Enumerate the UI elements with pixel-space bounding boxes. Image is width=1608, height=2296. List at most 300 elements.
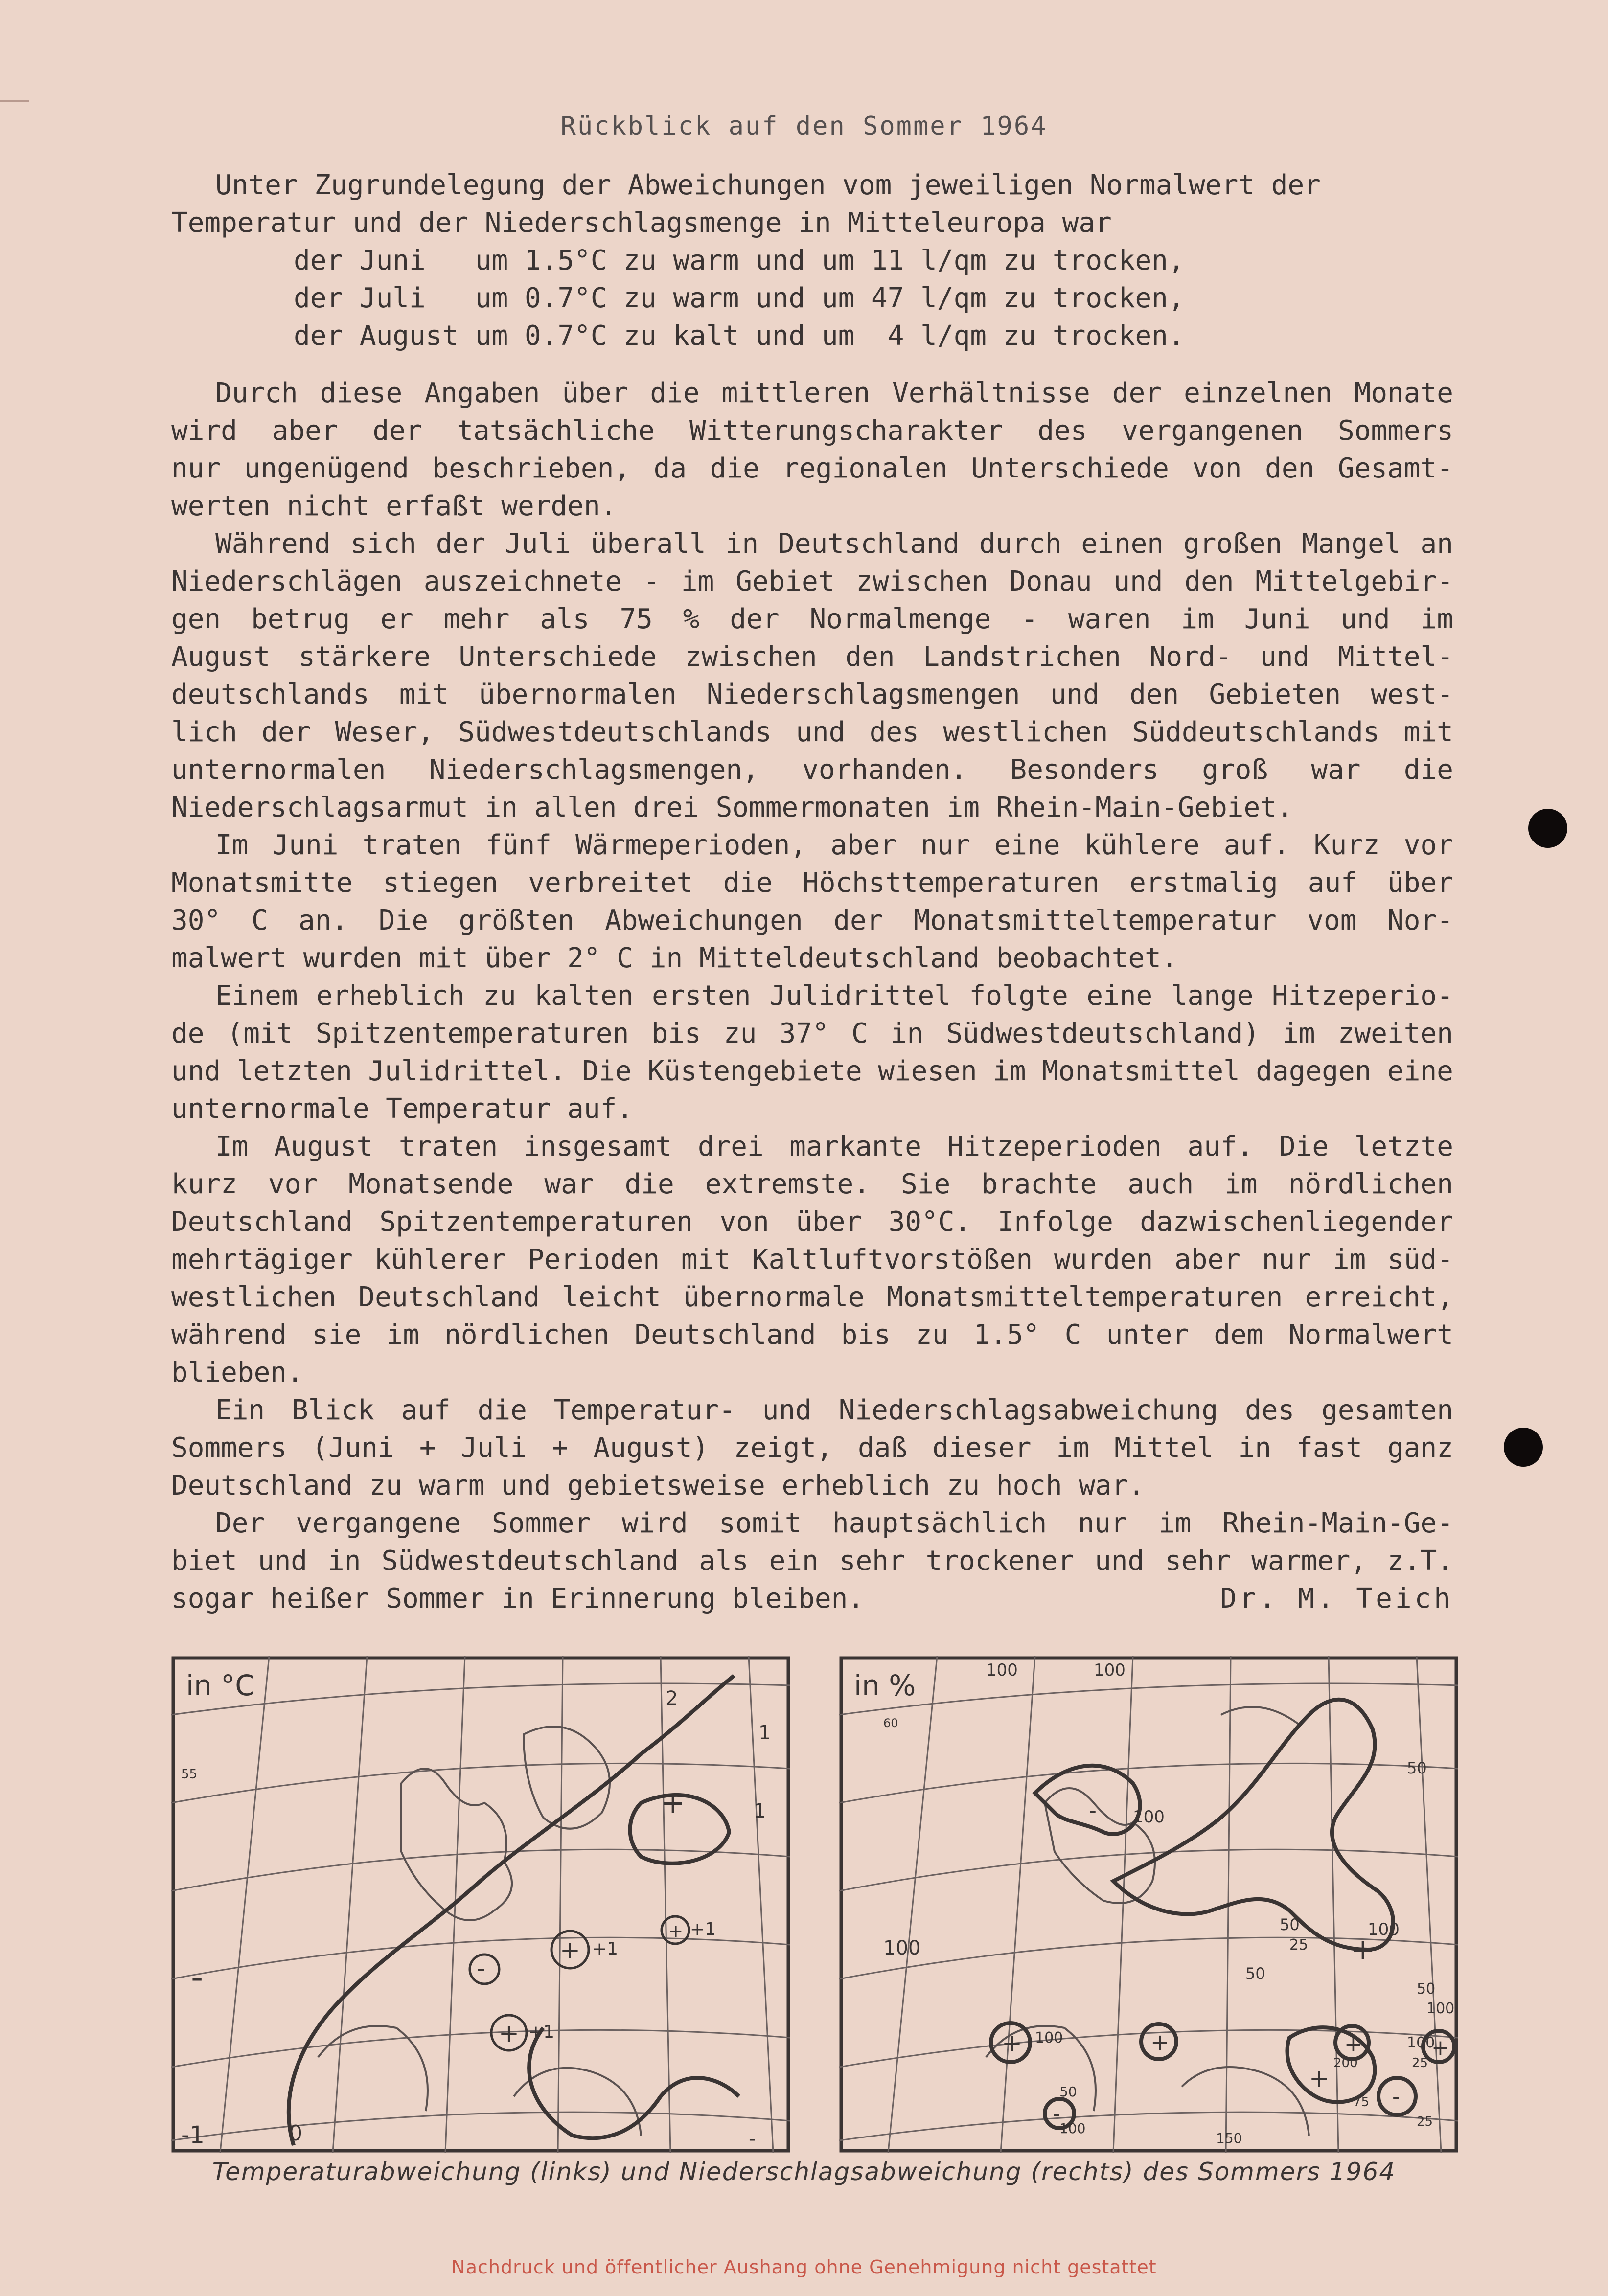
word: Südwestdeutschland) — [946, 1018, 1260, 1049]
word: Weser, — [335, 716, 434, 748]
word: Kaltluftvorstößen — [752, 1244, 1033, 1275]
text-line — [171, 902, 1453, 939]
word: zu — [916, 1319, 949, 1351]
word: der — [436, 528, 485, 560]
word: z.T. — [1387, 1545, 1453, 1577]
word: daß — [857, 1432, 908, 1464]
word: westlichen — [171, 1281, 337, 1313]
text-line — [171, 977, 1453, 1015]
word: hauptsächlich — [832, 1507, 1047, 1539]
word: den — [1129, 679, 1179, 710]
intro-line — [171, 204, 1453, 242]
word: Höchsttemperaturen — [803, 867, 1100, 899]
word: überall — [590, 528, 706, 560]
precipitation-map-svg — [839, 1656, 1458, 2153]
word: kühlere — [1084, 829, 1200, 861]
word: als — [540, 603, 590, 635]
text-line — [171, 412, 1453, 450]
word: Niederschlägen — [171, 566, 403, 597]
word: im — [681, 566, 714, 597]
word: Küstengebiete — [647, 1055, 862, 1087]
word: C — [251, 905, 268, 936]
word: größten — [459, 905, 574, 936]
word: leicht — [562, 1281, 661, 1313]
word: nur — [171, 453, 221, 484]
isoline-label: 100 — [1368, 1920, 1400, 1939]
word: auf — [1308, 867, 1357, 899]
word: Juni — [1244, 603, 1310, 635]
anomaly-sign: + — [1002, 2029, 1022, 2057]
anomaly-sign: - — [477, 1954, 486, 1982]
anomaly-sign: + — [1309, 2064, 1330, 2092]
word: mehr — [443, 603, 510, 635]
word: einzelnen — [1184, 377, 1332, 409]
word: unternormalen — [171, 754, 386, 786]
word: als — [699, 1545, 749, 1577]
word: erstmalig — [1129, 867, 1278, 899]
text-line — [171, 600, 1453, 638]
isoline-label: 25 — [1412, 2056, 1428, 2070]
word: und — [257, 1545, 308, 1577]
word: die — [723, 867, 773, 899]
word: Im — [215, 1131, 249, 1162]
word: Monate — [1354, 377, 1453, 409]
word: auf. — [1187, 1131, 1254, 1162]
word: Hitzeperioden — [947, 1131, 1162, 1162]
word: de — [171, 1018, 205, 1049]
word: Monatsmitte — [171, 867, 353, 899]
word: in — [1238, 1432, 1272, 1464]
word: Rhein-Main-Ge- — [1222, 1507, 1453, 1539]
word: aber — [830, 829, 897, 861]
word: Die — [378, 905, 428, 936]
word: Deutschland — [171, 1206, 353, 1238]
temperature-anomaly-map — [171, 1656, 790, 2153]
isoline-label: 25 — [1289, 1936, 1309, 1954]
isoline-label: 75 — [1353, 2095, 1370, 2110]
text-line — [171, 1241, 1453, 1278]
word: Monatsmittel — [1042, 1055, 1240, 1087]
anomaly-sign: + — [668, 1921, 684, 1941]
word: auf — [401, 1394, 451, 1426]
word: zwischen — [856, 566, 988, 597]
word: mit — [1403, 716, 1453, 748]
text-line — [171, 1052, 1453, 1090]
word: beschrieben, — [432, 453, 631, 484]
word: Durch — [215, 377, 298, 409]
word: Der — [215, 1507, 265, 1539]
word: vorhanden. — [802, 754, 967, 786]
margin-tick — [0, 100, 29, 102]
paragraph — [171, 1504, 1453, 1617]
isoline-label: 50 — [1280, 1915, 1300, 1934]
word: Witterungscharakter — [689, 415, 1003, 447]
word: nur — [1262, 1244, 1311, 1275]
text-line — [171, 864, 1453, 902]
unit-label: in °C — [186, 1669, 255, 1702]
word: Juni — [272, 829, 339, 861]
text-line-part: sogar heißer Sommer in Erinnerung bleiben. — [171, 1583, 865, 1614]
word: Die — [582, 1055, 632, 1087]
word: Niederschlagsmengen — [706, 679, 1020, 710]
word: Deutschland — [358, 1281, 540, 1313]
punch-hole — [1504, 1428, 1543, 1467]
word: vor — [268, 1168, 318, 1200]
month-line-june: der Juni um 1.5°C zu warm und um 11 l/qm zu trocken, — [294, 245, 1185, 276]
word: Mittelgebir- — [1255, 566, 1453, 597]
word: erreicht, — [1305, 1281, 1453, 1313]
word: insgesamt — [523, 1131, 672, 1162]
word: der — [261, 716, 311, 748]
word: August — [171, 641, 271, 673]
text-line — [171, 525, 1453, 563]
word: Spitzentemperaturen — [315, 1018, 629, 1049]
word: Sommers — [1337, 415, 1453, 447]
word: und — [1113, 566, 1163, 597]
word: über — [1387, 867, 1453, 899]
text-line — [171, 1278, 1453, 1316]
month-list — [171, 242, 1453, 355]
word: 37° — [779, 1018, 829, 1049]
word: Kurz — [1313, 829, 1380, 861]
word: 1.5° — [973, 1319, 1040, 1351]
word: Sommers — [171, 1432, 287, 1464]
isoline-label: 50 — [1417, 1980, 1436, 1998]
word: in — [725, 528, 759, 560]
word: auszeichnete — [423, 566, 622, 597]
isoline-label: 2 — [666, 1687, 678, 1710]
word: Juli — [505, 528, 571, 560]
word: dieser — [932, 1432, 1032, 1464]
word: die — [710, 453, 759, 484]
word: C — [1064, 1319, 1081, 1351]
word: kalten — [534, 980, 634, 1012]
word: Spitzentemperaturen — [379, 1206, 693, 1238]
anomaly-sign: + — [560, 1936, 580, 1964]
paragraph — [171, 826, 1453, 977]
word: des — [1245, 1394, 1295, 1426]
word: Niederschlagsabweichung — [838, 1394, 1218, 1426]
word: 75 — [620, 603, 653, 635]
text-line — [171, 1316, 1453, 1354]
isoline-label: 50 — [1245, 1964, 1265, 1983]
isoline-label: 100 — [1133, 1807, 1165, 1827]
word: den — [845, 641, 895, 673]
author-signature: Dr. M. Teich — [1220, 1583, 1453, 1614]
word: der — [372, 415, 422, 447]
word: regionalen — [782, 453, 948, 484]
text-line — [171, 1128, 1453, 1165]
word: Nor- — [1387, 905, 1453, 936]
word: stärkere — [299, 641, 431, 673]
word: einen — [1081, 528, 1164, 560]
word: eine — [1387, 1055, 1453, 1087]
word: Im — [215, 829, 249, 861]
word: Südwestdeutschlands — [458, 716, 772, 748]
word: den — [1265, 453, 1315, 484]
word: Sie — [901, 1168, 951, 1200]
word: drei — [697, 1131, 764, 1162]
isoline-label: 0 — [289, 2121, 302, 2146]
text-line — [171, 1015, 1453, 1052]
word: dem — [1214, 1319, 1263, 1351]
word: der — [833, 905, 883, 936]
word: kurz — [171, 1168, 237, 1200]
word: dagegen — [1256, 1055, 1372, 1087]
word: west- — [1371, 679, 1453, 710]
word: (Juni — [312, 1432, 394, 1464]
word: und — [171, 1055, 221, 1087]
word: Abweichungen — [605, 905, 803, 936]
word: Angaben — [424, 377, 540, 409]
word: der — [730, 603, 780, 635]
text-line: werten nicht erfaßt werden. — [171, 490, 617, 522]
word: nur — [920, 829, 970, 861]
figure-caption: Temperaturabweichung (links) und Niederschlagsabweichung (rechts) des Sommers 1964 — [212, 2158, 1396, 2186]
word: ein — [769, 1545, 819, 1577]
word: eine — [1086, 980, 1153, 1012]
month-line-july: der Juli um 0.7°C zu warm und um 47 l/qm zu trocken, — [294, 282, 1185, 314]
word: somit — [718, 1507, 802, 1539]
word: letzten — [236, 1055, 352, 1087]
word: August — [274, 1131, 373, 1162]
word: wird — [621, 1507, 688, 1539]
precipitation-anomaly-map — [839, 1656, 1458, 2153]
word: vergangenen — [1122, 415, 1304, 447]
word: Donau — [1009, 566, 1092, 597]
word: und — [1050, 679, 1100, 710]
word: Julidrittel — [769, 980, 951, 1012]
word: auf. — [1223, 829, 1290, 861]
isoline-label: +1 — [528, 2022, 555, 2042]
word: großen — [1183, 528, 1283, 560]
word: warmer, — [1251, 1545, 1367, 1577]
word: Die — [1279, 1131, 1329, 1162]
word: trockener — [925, 1545, 1075, 1577]
text-line: malwert wurden mit über 2° C in Mitteldeutschland beobachtet. — [171, 942, 1178, 974]
isoline-label: 100 — [1035, 2029, 1063, 2046]
word: und — [796, 716, 846, 748]
text-line — [171, 1429, 1453, 1467]
word: + — [419, 1432, 436, 1464]
anomaly-sign: - — [1053, 2101, 1060, 2126]
word: die — [624, 1168, 674, 1200]
word: nördlichen — [444, 1319, 610, 1351]
text-line — [171, 374, 1453, 412]
word: verbreitet — [528, 867, 693, 899]
anomaly-sign: - — [749, 2128, 756, 2150]
text-line — [171, 1542, 1453, 1580]
word: im — [1158, 1507, 1192, 1539]
word: von — [719, 1206, 769, 1238]
word: groß — [1202, 754, 1268, 786]
intro-line — [171, 166, 1453, 204]
text-line — [171, 1391, 1453, 1429]
word: über — [562, 377, 628, 409]
temperature-map-svg — [171, 1656, 790, 2153]
word: zeigt, — [734, 1432, 833, 1464]
word: wird — [171, 415, 237, 447]
word: im — [1332, 1244, 1366, 1275]
word: waren — [1068, 603, 1151, 635]
isoline-label: 25 — [1417, 2114, 1433, 2129]
word: zweiten — [1337, 1018, 1453, 1049]
word: an. — [299, 905, 348, 936]
word: an — [1420, 528, 1453, 560]
word: und — [762, 1394, 812, 1426]
word: bis — [841, 1319, 891, 1351]
text-line: blieben. — [171, 1357, 303, 1388]
word: ganz — [1387, 1432, 1453, 1464]
word: und — [1095, 1545, 1145, 1577]
intro-paragraph — [171, 166, 1453, 242]
word: wurden — [1054, 1244, 1153, 1275]
word: übernormale — [683, 1281, 865, 1313]
word: von — [1192, 453, 1242, 484]
isoline-label: +1 — [592, 1939, 619, 1959]
text-line — [171, 676, 1453, 713]
word: ersten — [652, 980, 751, 1012]
word: im — [1181, 603, 1214, 635]
isoline-label: 150 — [1216, 2130, 1242, 2146]
word: unter — [1106, 1319, 1189, 1351]
word: biet — [171, 1545, 237, 1577]
word: brachte — [981, 1168, 1097, 1200]
word: letzte — [1354, 1131, 1453, 1162]
word: der — [1112, 377, 1162, 409]
page-title: Rückblick auf den Sommer 1964 — [560, 112, 1048, 141]
word: im — [1282, 1018, 1315, 1049]
word: Juli — [460, 1432, 527, 1464]
word: + — [551, 1432, 569, 1464]
word: süd- — [1387, 1244, 1453, 1275]
word: Unterschiede — [459, 641, 657, 673]
word: vom — [1307, 905, 1357, 936]
word: im — [386, 1319, 420, 1351]
word: ungenügend — [244, 453, 409, 484]
word: im — [1224, 1168, 1258, 1200]
word: vor — [1403, 829, 1453, 861]
word: westlichen — [943, 716, 1108, 748]
word: des — [869, 716, 919, 748]
word: mehrtägiger — [171, 1244, 353, 1275]
word: Deutschland — [778, 528, 960, 560]
word: Normalwert — [1288, 1319, 1453, 1351]
word: % — [683, 603, 700, 635]
word: vergangene — [296, 1507, 461, 1539]
word: er — [380, 603, 413, 635]
word: im — [1056, 1432, 1090, 1464]
isoline-label: 200 — [1333, 2056, 1358, 2070]
word: Monatsmitteltemperaturen — [887, 1281, 1283, 1313]
isoline-label: 100 — [1059, 2120, 1086, 2137]
word: nur — [1078, 1507, 1127, 1539]
word: lange — [1171, 980, 1254, 1012]
word: war — [1311, 754, 1361, 786]
word: - — [1021, 603, 1038, 635]
word: Perioden — [528, 1244, 660, 1275]
word: nördlichen — [1288, 1168, 1453, 1200]
word: betrug — [251, 603, 350, 635]
paragraph — [171, 1391, 1453, 1504]
word: markante — [789, 1131, 922, 1162]
isoline-label: 50 — [1059, 2084, 1077, 2100]
anomaly-sign: - — [1392, 2084, 1400, 2109]
word: über — [796, 1206, 862, 1238]
copyright-notice: Nachdruck und öffentlicher Aushang ohne Genehmigung nicht gestattet — [451, 2256, 1157, 2278]
word: dazwischenliegender — [1140, 1206, 1453, 1238]
isoline-label: 1 — [758, 1722, 771, 1744]
word: Landstrichen — [923, 641, 1121, 673]
word: Mittel — [1114, 1432, 1214, 1464]
word: Gebiet — [735, 566, 835, 597]
word: Wärmeperioden, — [575, 829, 807, 861]
anomaly-sign: - — [191, 1957, 204, 1997]
word: war — [544, 1168, 594, 1200]
word: Niederschlagsmengen, — [429, 754, 759, 786]
anomaly-sign: + — [1150, 2029, 1170, 2055]
word: Normalmenge — [809, 603, 991, 635]
text-line — [171, 450, 1453, 487]
word: bis — [651, 1018, 701, 1049]
word: August) — [593, 1432, 709, 1464]
isoline-label: 100 — [986, 1660, 1018, 1680]
word: im — [993, 1055, 1026, 1087]
word: Nord- — [1149, 641, 1232, 673]
word: Besonders — [1010, 754, 1159, 786]
text-line — [171, 563, 1453, 600]
text-line: Deutschland zu warm und gebietsweise erheblich zu hoch war. — [171, 1470, 1145, 1501]
word: extremste. — [705, 1168, 870, 1200]
word: Julidrittel. — [368, 1055, 566, 1087]
word: erheblich — [316, 980, 465, 1012]
word: Während — [215, 528, 331, 560]
word: Monatsmitteltemperatur — [913, 905, 1277, 936]
paragraph — [171, 977, 1453, 1128]
word: übernormalen — [479, 679, 677, 710]
word: und — [1260, 641, 1310, 673]
word: stiegen — [383, 867, 499, 899]
word: C — [851, 1018, 868, 1049]
word: in — [328, 1545, 361, 1577]
text-line — [171, 638, 1453, 676]
text-line — [171, 826, 1453, 864]
word: Unterschiede — [971, 453, 1169, 484]
text-line — [171, 713, 1453, 751]
latitude-label: 60 — [883, 1716, 898, 1730]
word: da — [653, 453, 687, 484]
word: den — [1184, 566, 1234, 597]
paragraph — [171, 374, 1453, 525]
maps-figure — [171, 1656, 1458, 2153]
text-line — [171, 1504, 1453, 1542]
word: die — [1403, 754, 1453, 786]
word: aber — [272, 415, 338, 447]
word: sie — [312, 1319, 362, 1351]
anomaly-sign: - — [1089, 1798, 1097, 1823]
word: auch — [1127, 1168, 1194, 1200]
word: Temperatur- — [553, 1394, 735, 1426]
word: des — [1037, 415, 1087, 447]
anomaly-sign: + — [1431, 2035, 1449, 2060]
anomaly-sign: + — [499, 2019, 519, 2047]
word: 30° — [171, 905, 221, 936]
word: Deutschland — [634, 1319, 816, 1351]
isoline-label: 100 — [1094, 1660, 1126, 1680]
punch-hole — [1528, 809, 1567, 848]
text-line — [171, 751, 1453, 789]
word: Infolge — [997, 1206, 1113, 1238]
